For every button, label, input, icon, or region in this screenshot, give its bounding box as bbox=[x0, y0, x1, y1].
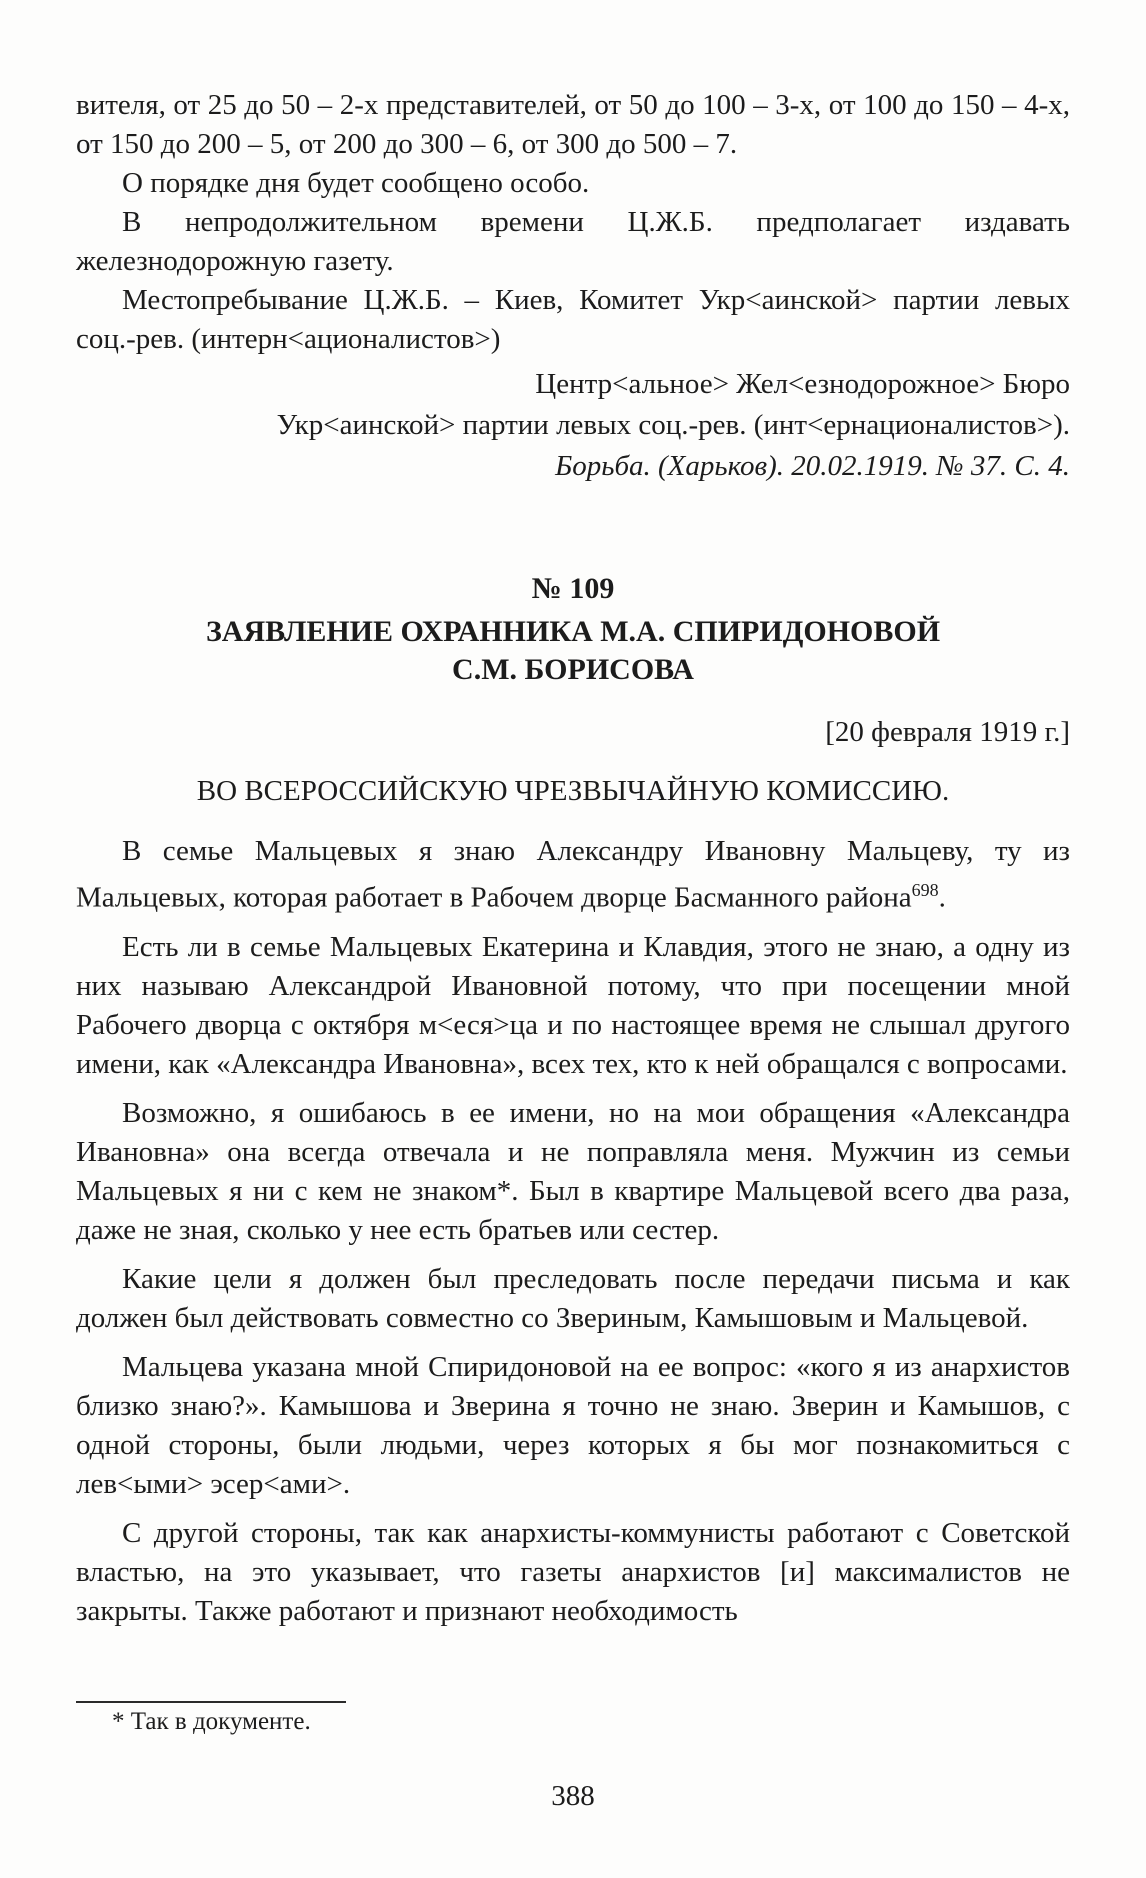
document-date: [20 февраля 1919 г.] bbox=[825, 716, 1070, 748]
source-citation: Борьба. (Харьков). 20.02.1919. № 37. С. 4. bbox=[555, 450, 1070, 482]
signature-line-1: Центр<альное> Жел<езнодорожное> Бюро bbox=[535, 368, 1070, 400]
title-line-1: ЗАЯВЛЕНИЕ ОХРАННИКА М.А. СПИРИДОНОВОЙ bbox=[205, 615, 941, 648]
signature-line-2: Укр<аинской> партии левых соц.-рев. (инт<ернационалистов>). bbox=[276, 409, 1070, 441]
paragraph: С другой стороны, так как анархисты-коммунисты работают с Советской властью, на это указывает, что газеты анархистов [и] максималистов не закрыты. Также работают и признают необходимость bbox=[76, 1516, 1070, 1627]
document-title bbox=[76, 613, 1070, 689]
paragraph: Возможно, я ошибаюсь в ее имени, но на мои обращения «Александра Ивановна» она всегда отвечала и не поправляла меня. Мужчин из семьи Мальцевых я ни с кем не знаком*. Был в квартире Мальцевой всего два раза, даже не зная, сколько у нее есть братьев или сестер. bbox=[76, 1096, 1070, 1246]
title-line-2: С.М. БОРИСОВА bbox=[452, 653, 694, 686]
document-body bbox=[76, 832, 1070, 1631]
previous-document-end bbox=[76, 86, 1070, 486]
paragraph-end: . bbox=[938, 881, 946, 914]
continued-paragraph: вителя, от 25 до 50 – 2-х представителей, от 50 до 100 – 3-х, от 100 до 150 – 4-х, от 150 до 200 – 5, от 200 до 300 – 6, от 300 до 500 – 7. bbox=[76, 89, 1070, 160]
paragraph: Какие цели я должен был преследовать после передачи письма и как должен был действовать совместно со Звериным, Камышовым и Мальцевой. bbox=[76, 1262, 1070, 1334]
page-number: 388 bbox=[551, 1780, 595, 1812]
paragraph: Местопребывание Ц.Ж.Б. – Киев, Комитет Укр<аинской> партии левых соц.-рев. (интерн<ационалистов>) bbox=[76, 284, 1070, 355]
footnote: * Так в документе. bbox=[112, 1708, 311, 1735]
paragraph: Есть ли в семье Мальцевых Екатерина и Клавдия, этого не знаю, а одну из них называю Александрой Ивановной потому, что при посещении мной Рабочего дворца с октября м<еся>ца и по настоящее время не слышал другого имени, как «Александра Ивановна», всех тех, кто к ней обращался с вопросами. bbox=[76, 930, 1070, 1080]
paragraph: Мальцева указана мной Спиридоновой на ее вопрос: «кого я из анархистов близко знаю?». Камышова и Зверина я точно не знаю. Зверин и Камышов, с одной стороны, были людьми, через которых я бы мог познакомиться с лев<ыми> эсер<ами>. bbox=[76, 1350, 1070, 1500]
paragraph-text: В семье Мальцевых я знаю Александру Ивановну Мальцеву, ту из Мальцевых, которая работает в Рабочем дворце Басманного района bbox=[76, 835, 1070, 914]
footnote-divider bbox=[76, 1701, 346, 1703]
paragraph bbox=[76, 832, 1070, 918]
footnote-reference: 698 bbox=[911, 880, 939, 900]
paragraph: В непродолжительном времени Ц.Ж.Б. предполагает издавать железнодорожную газету. bbox=[76, 206, 1070, 277]
document-number: № 109 bbox=[531, 572, 615, 605]
addressee: ВО ВСЕРОССИЙСКУЮ ЧРЕЗВЫЧАЙНУЮ КОМИССИЮ. bbox=[196, 775, 950, 807]
paragraph: О порядке дня будет сообщено особо. bbox=[122, 167, 590, 199]
